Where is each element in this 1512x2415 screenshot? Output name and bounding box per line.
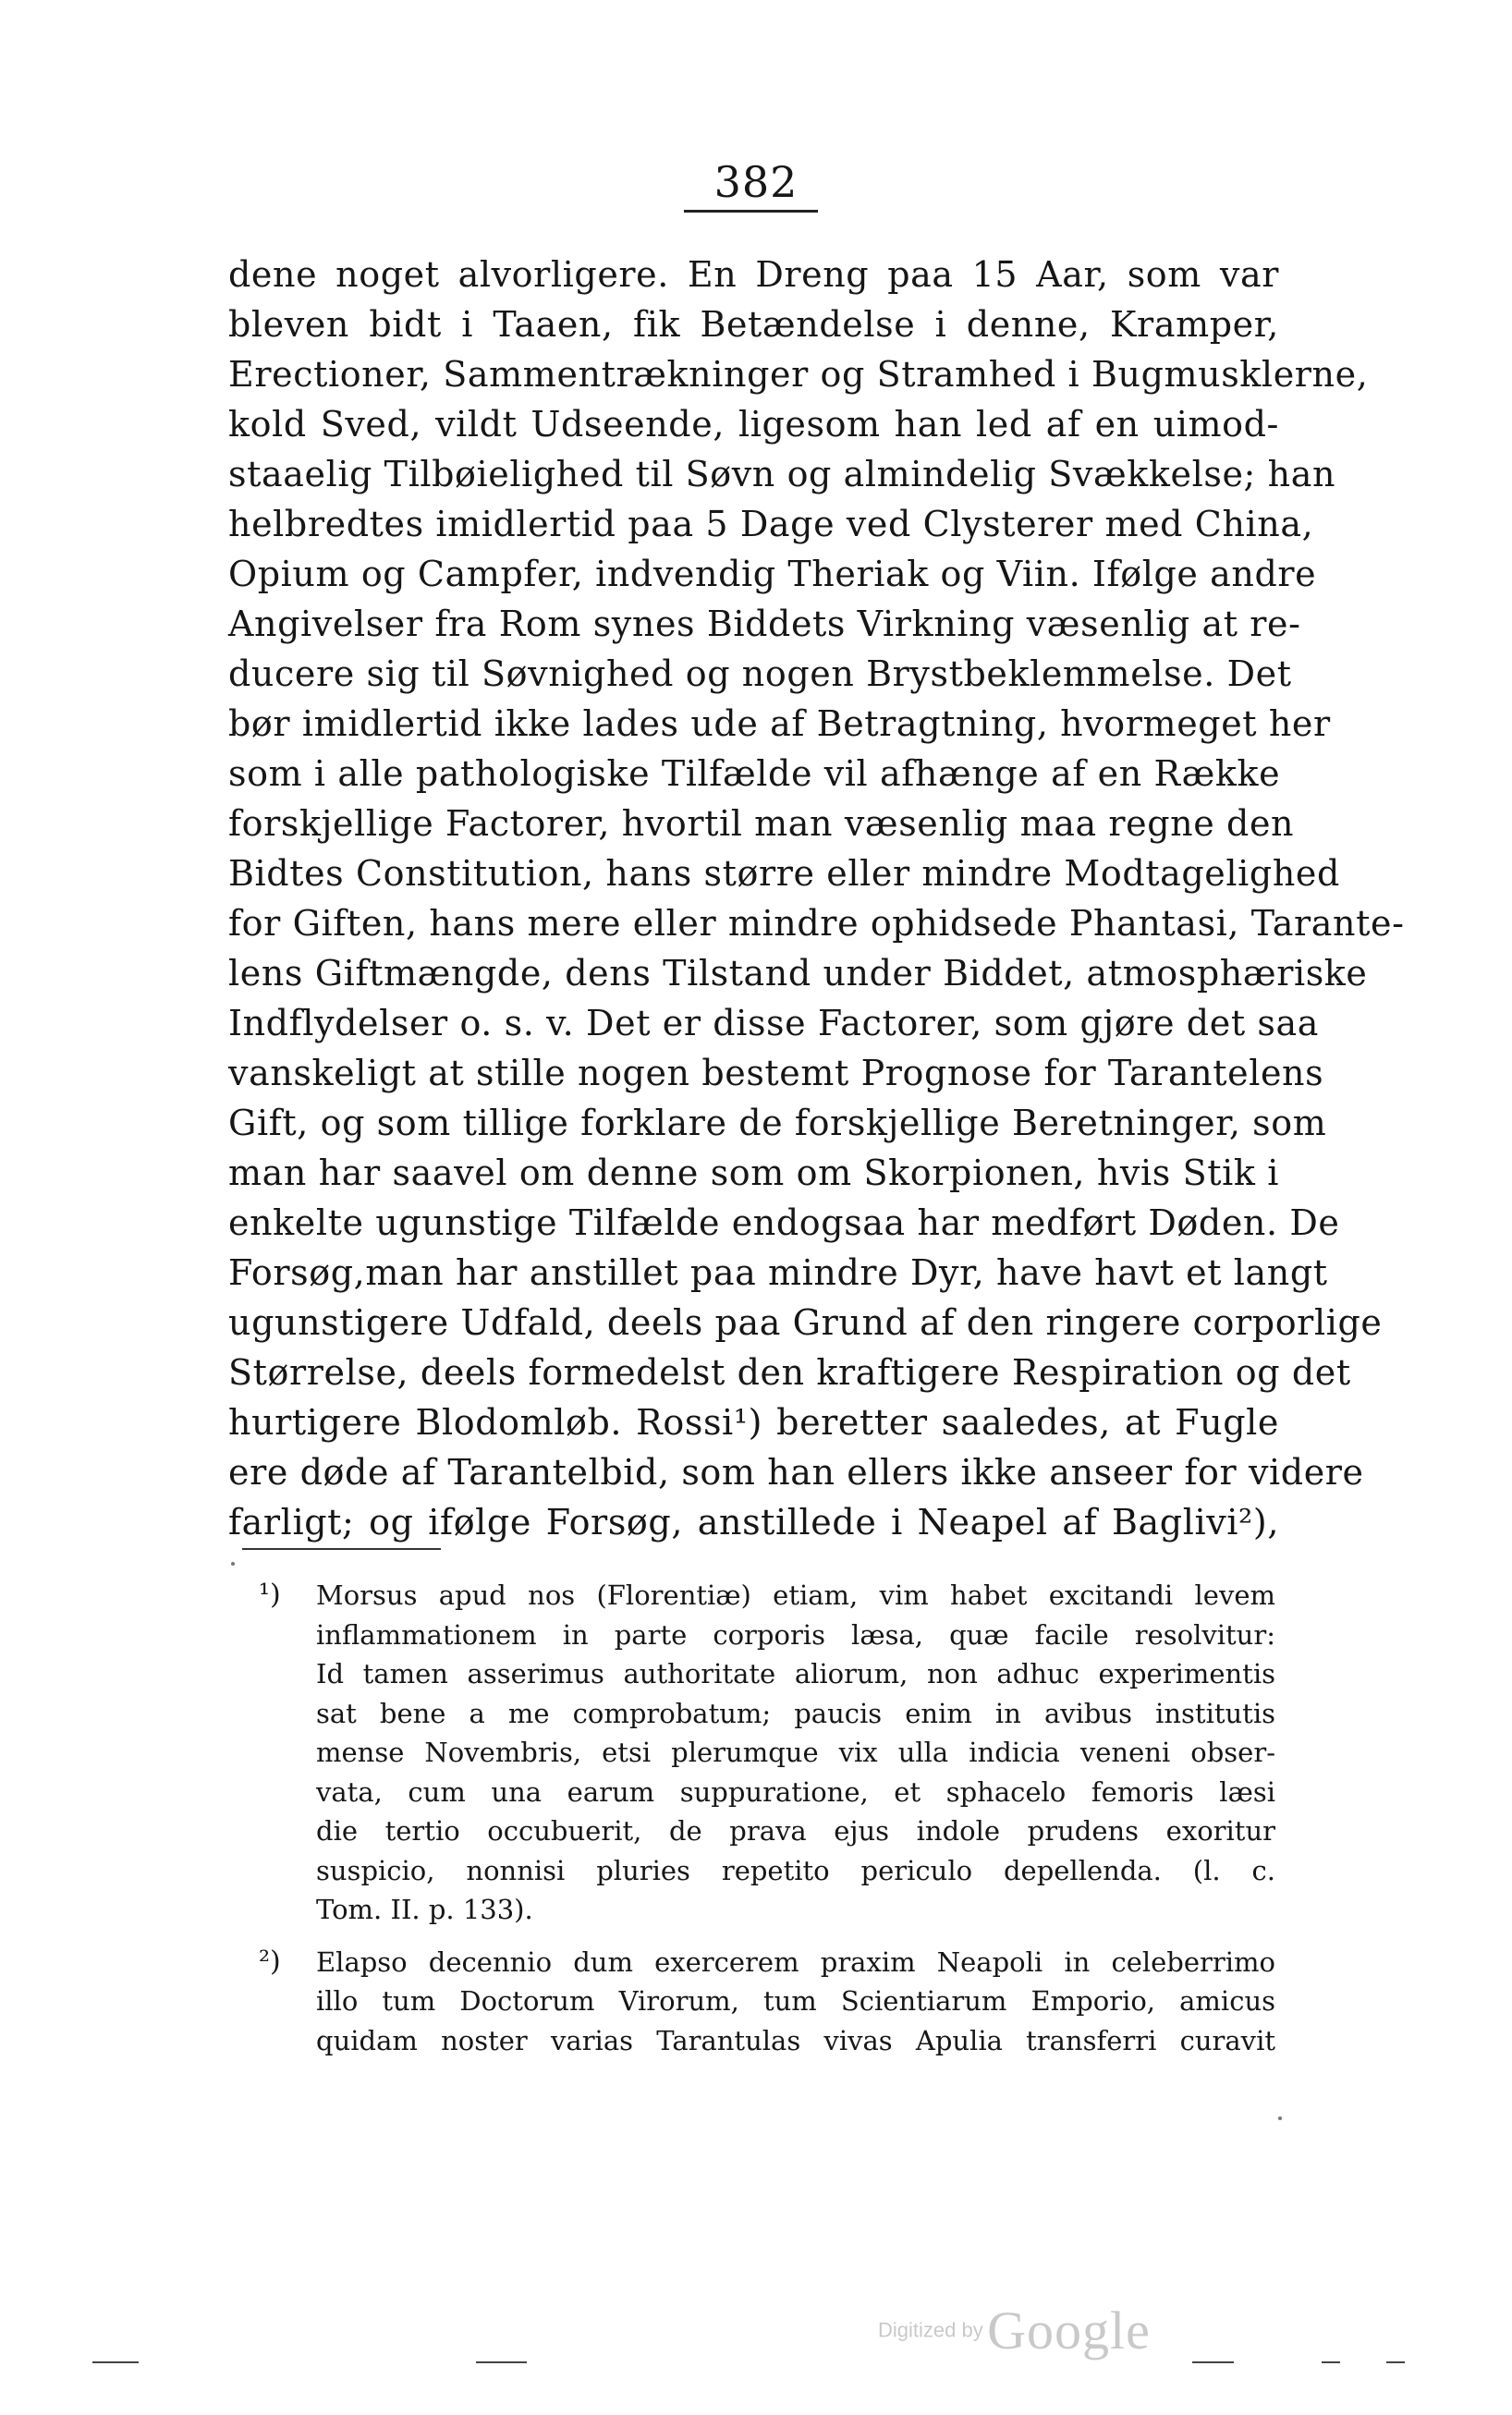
footnote-line: sat bene a me comprobatum; paucis enim in avibus institutis — [316, 1697, 1275, 1729]
footnote-2 — [259, 1943, 1275, 2061]
watermark-prefix: Digitized by — [878, 2318, 983, 2342]
footnote-line: illo tum Doctorum Virorum, tum Scientiarum Emporio, amicus — [316, 1985, 1275, 2017]
footnotes — [259, 1576, 1275, 2073]
footnote-separator — [242, 1548, 441, 1550]
footnote-line: mense Novembris, etsi plerumque vix ulla indicia veneni obser- — [316, 1737, 1275, 1768]
footnote-line: quidam noster varias Tarantulas vivas Apulia transferri curavit — [316, 2024, 1275, 2056]
body-line: for Giften, hans mere eller mindre ophidsede Phantasi, Tarante- — [228, 903, 1405, 944]
footnote-text — [316, 1576, 1275, 1930]
body-line: som i alle pathologiske Tilfælde vil afhænge af en Række — [228, 753, 1281, 794]
body-line: Opium og Campfer, indvendig Theriak og Viin. Ifølge andre — [228, 554, 1317, 594]
main-body-text — [228, 250, 1405, 1547]
body-line: farligt; og ifølge Forsøg, anstillede i Neapel af Baglivi²), — [228, 1502, 1279, 1543]
body-line: kold Sved, vildt Udseende, ligesom han led af en uimod- — [228, 404, 1279, 445]
footnote-line: Morsus apud nos (Florentiæ) etiam, vim habet excitandi levem — [316, 1580, 1275, 1611]
body-line: bør imidlertid ikke lades ude af Betragtning, hvormeget her — [228, 703, 1331, 744]
body-line: ducere sig til Søvnighed og nogen Brystbeklemmelse. Det — [228, 653, 1292, 694]
body-line: Angivelser fra Rom synes Biddets Virkning væsenlig at re- — [228, 604, 1301, 644]
page-number: 382 — [713, 157, 799, 207]
page-number-underline — [684, 210, 818, 213]
footnote-line: die tertio occubuerit, de prava ejus indole prudens exoritur — [316, 1815, 1275, 1847]
digitization-watermark — [878, 2299, 1151, 2361]
footnote-line: Id tamen asserimus authoritate aliorum, non adhuc experimentis — [316, 1658, 1275, 1689]
footnote-1 — [259, 1576, 1275, 1930]
body-line: ere døde af Tarantelbid, som han ellers ikke anseer for videre — [228, 1452, 1364, 1493]
scan-artifact-mark — [1322, 2361, 1340, 2363]
footnote-line: Elapso decennio dum exercerem praxim Neapoli in celeberrimo — [316, 1945, 1275, 1978]
body-line: vanskeligt at stille nogen bestemt Prognose for Tarantelens — [228, 1053, 1324, 1093]
scan-artifact-mark — [1192, 2361, 1234, 2363]
body-line: Indflydelser o. s. v. Det er disse Factorer, som gjøre det saa — [228, 1003, 1319, 1043]
body-line: hurtigere Blodomløb. Rossi¹) beretter saaledes, at Fugle — [228, 1402, 1279, 1443]
body-line: staaelig Tilbøielighed til Søvn og almindelig Svækkelse; han — [228, 454, 1336, 494]
body-line: helbredtes imidlertid paa 5 Dage ved Clysterer med China, — [228, 504, 1314, 544]
body-line: bleven bidt i Taaen, fik Betændelse i denne, Kramper, — [228, 304, 1279, 345]
footnote-line: inflammationem in parte corporis læsa, quæ facile resolvitur: — [316, 1618, 1275, 1651]
scan-speck — [1278, 2116, 1282, 2120]
footnote-line: suspicio, nonnisi pluries repetito periculo depellenda. (l. c. — [316, 1854, 1275, 1886]
body-line: forskjellige Factorer, hvortil man væsenlig maa regne den — [228, 803, 1295, 844]
scan-artifact-mark — [1386, 2361, 1405, 2363]
body-line: dene noget alvorligere. En Dreng paa 15 Aar, som var — [228, 254, 1279, 295]
footnote-marker: ²) — [259, 1945, 281, 1978]
scan-artifact-mark — [476, 2361, 527, 2363]
footnote-line: Tom. II. p. 133). — [316, 1894, 533, 1925]
body-line: Bidtes Constitution, hans større eller mindre Modtagelighed — [228, 853, 1340, 894]
body-line: enkelte ugunstige Tilfælde endogsaa har medført Døden. De — [228, 1202, 1340, 1243]
scan-speck — [231, 1562, 235, 1566]
body-line: Forsøg,man har anstillet paa mindre Dyr, have havt et langt — [228, 1252, 1328, 1293]
footnote-marker: ¹) — [259, 1579, 281, 1611]
body-line: Størrelse, deels formedelst den kraftigere Respiration og det — [228, 1352, 1351, 1393]
body-line: ugunstigere Udfald, deels paa Grund af den ringere corporlige — [228, 1302, 1383, 1343]
watermark-logo: Google — [987, 2300, 1151, 2360]
body-line: Gift, og som tillige forklare de forskjellige Beretninger, som — [228, 1103, 1327, 1143]
footnote-text — [316, 1943, 1275, 2061]
body-line: lens Giftmængde, dens Tilstand under Biddet, atmosphæriske — [228, 953, 1368, 994]
body-line: Erectioner, Sammentrækninger og Stramhed i Bugmusklerne, — [228, 354, 1369, 395]
footnote-line: vata, cum una earum suppuratione, et sphacelo femoris læsi — [316, 1775, 1275, 1808]
body-line: man har saavel om denne som om Skorpionen, hvis Stik i — [228, 1153, 1279, 1193]
scan-artifact-mark — [92, 2361, 139, 2363]
